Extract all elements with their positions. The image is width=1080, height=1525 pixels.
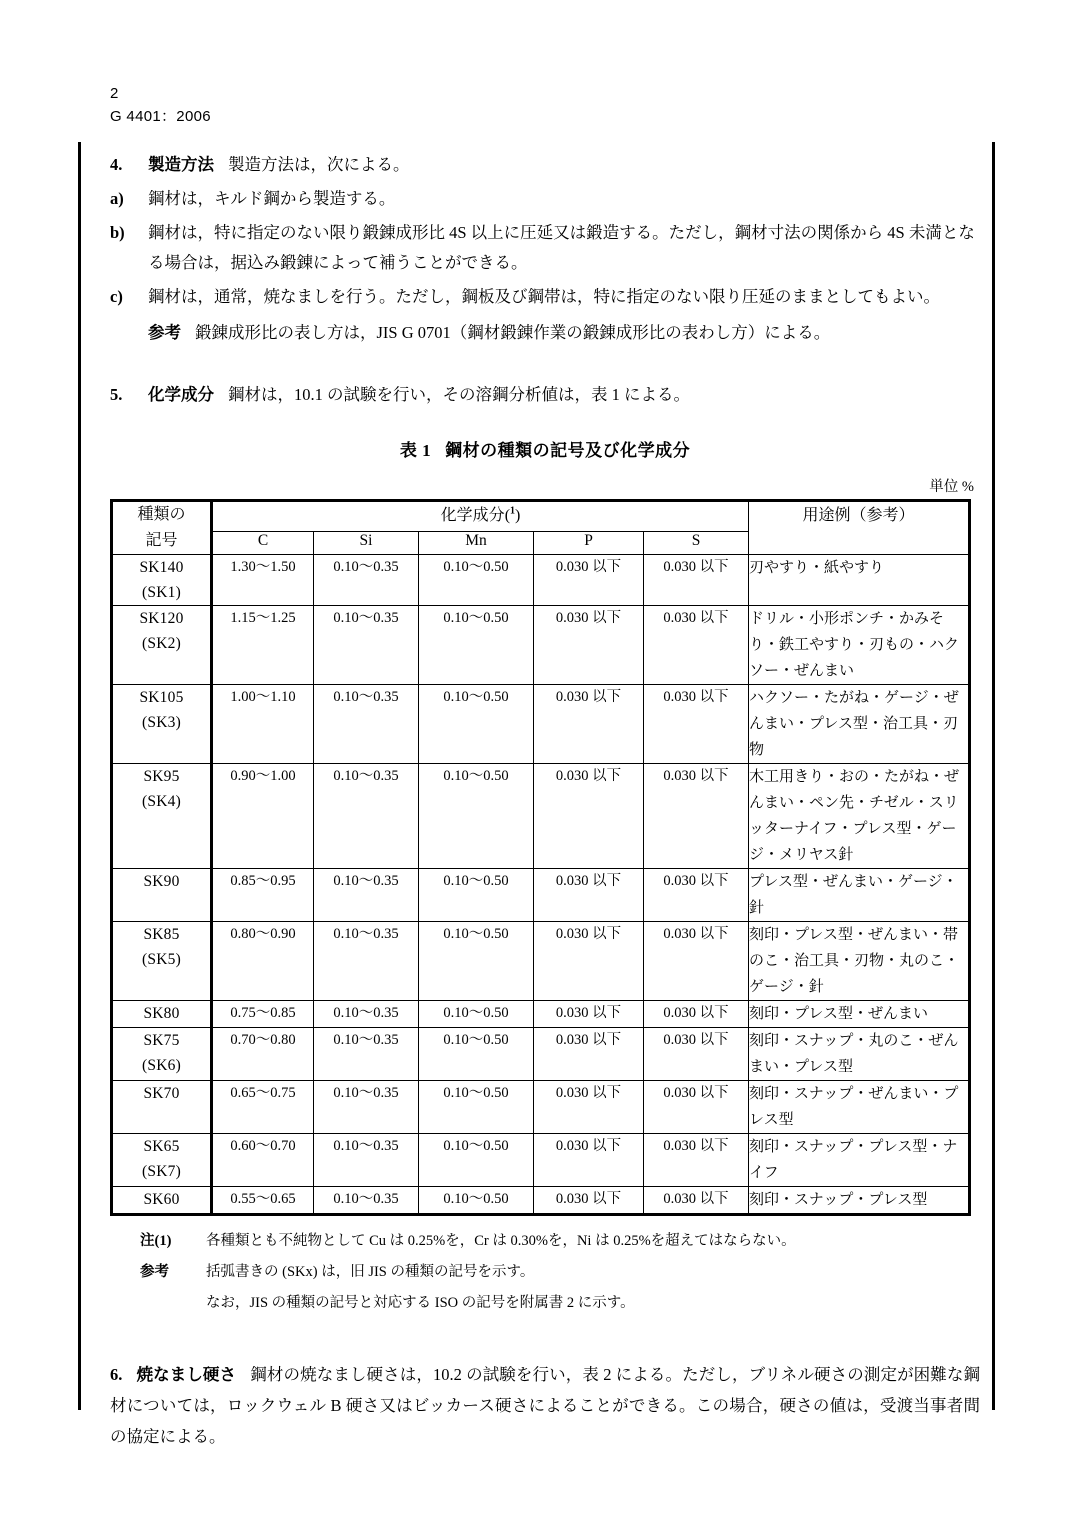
cell-si: 0.10～0.35 [314, 555, 419, 606]
cell-s: 0.030 以下 [644, 1081, 749, 1134]
cell-p: 0.030 以下 [534, 1001, 644, 1028]
footnote-reference [140, 1257, 980, 1288]
cell-si: 0.10～0.35 [314, 1134, 419, 1187]
clause-5-body [148, 380, 980, 410]
kind-new: SK70 [143, 1085, 180, 1102]
cell-s: 0.030 以下 [644, 1134, 749, 1187]
table-row [112, 1028, 970, 1081]
kind-new: SK95 [143, 768, 180, 785]
cell-c: 0.85～0.95 [212, 869, 314, 922]
cell-c: 0.60～0.70 [212, 1134, 314, 1187]
cell-kind [112, 606, 212, 685]
cell-mn: 0.10～0.50 [419, 869, 534, 922]
clause-4 [110, 150, 980, 180]
header-element-p: P [534, 531, 644, 554]
cell-s: 0.030 以下 [644, 555, 749, 606]
cell-kind [112, 869, 212, 922]
cell-mn: 0.10～0.50 [419, 606, 534, 685]
footnote-reference-label: 参考 [140, 1264, 169, 1280]
cell-si: 0.10～0.35 [314, 1001, 419, 1028]
header-kind-symbol [112, 501, 212, 555]
header-kind-line2: 記号 [145, 532, 178, 549]
footnote-1-label: 注(1) [140, 1233, 172, 1249]
table-header-row-top [112, 501, 970, 532]
clause-4-marker: 4. [110, 155, 123, 174]
cell-p: 0.030 以下 [534, 606, 644, 685]
table-row [112, 1081, 970, 1134]
cell-s: 0.030 以下 [644, 606, 749, 685]
kind-new: SK140 [139, 559, 184, 576]
cell-mn: 0.10～0.50 [419, 1081, 534, 1134]
kind-old: (SK1) [142, 584, 181, 601]
clause-4-text: 製造方法は，次による。 [228, 155, 410, 174]
cell-mn: 0.10～0.50 [419, 685, 534, 764]
clause-4c-text: 鋼材は，通常，焼なましを行う。ただし，鋼板及び鋼帯は，特に指定のない限り圧延のままとしてもよい。 [148, 287, 940, 306]
cell-s: 0.030 以下 [644, 922, 749, 1001]
cell-c: 0.75～0.85 [212, 1001, 314, 1028]
kind-new: SK120 [139, 610, 184, 627]
clause-4c-marker: c) [110, 287, 123, 306]
cell-si: 0.10～0.35 [314, 869, 419, 922]
right-margin-rule [992, 142, 995, 1410]
cell-use: 刃やすり・紙やすり [749, 555, 970, 606]
clause-6-marker: 6. [110, 1365, 123, 1384]
clause-4b-marker: b) [110, 223, 125, 242]
cell-c: 0.90～1.00 [212, 764, 314, 869]
cell-kind [112, 1001, 212, 1028]
cell-use: 刻印・スナップ・プレス型 [749, 1187, 970, 1215]
cell-mn: 0.10～0.50 [419, 922, 534, 1001]
cell-s: 0.030 以下 [644, 1187, 749, 1215]
cell-kind [112, 555, 212, 606]
kind-old: (SK5) [142, 951, 181, 968]
cell-use: プレス型・ぜんまい・ゲージ・針 [749, 869, 970, 922]
footnote-reference-cont-text: なお，JIS の種類の記号と対応する ISO の記号を附属書 2 に示す。 [206, 1295, 635, 1311]
cell-s: 0.030 以下 [644, 869, 749, 922]
table-caption [110, 436, 980, 461]
clause-4b-text: 鋼材は，特に指定のない限り鍛錬成形比 4S 以上に圧延又は鍛造する。ただし，鋼材寸法の関係から 4S 未満となる場合は，据込み鍛錬によって補うことができる。 [148, 223, 975, 272]
cell-use: 木工用きり・おの・たがね・ぜんまい・ペン先・チゼル・スリッターナイフ・プレス型・ゲージ・メリヤス針 [749, 764, 970, 869]
footnote-1-text: 各種類とも不純物として Cu は 0.25%を，Cr は 0.30%を，Ni は 0.25%を超えてはならない。 [206, 1233, 796, 1249]
cell-p: 0.030 以下 [534, 922, 644, 1001]
cell-s: 0.030 以下 [644, 685, 749, 764]
kind-new: SK75 [143, 1032, 180, 1049]
footnote-reference-cont [140, 1288, 980, 1319]
clause-4c [110, 282, 980, 312]
cell-use: 刻印・プレス型・ぜんまい [749, 1001, 970, 1028]
table-row [112, 922, 970, 1001]
clause-4-title: 製造方法 [148, 155, 214, 174]
cell-kind [112, 1028, 212, 1081]
cell-mn: 0.10～0.50 [419, 1001, 534, 1028]
cell-c: 0.80～0.90 [212, 922, 314, 1001]
clause-4-body [148, 150, 980, 180]
chemical-composition-table [110, 499, 971, 1216]
kind-new: SK60 [143, 1191, 180, 1208]
cell-c: 1.30～1.50 [212, 555, 314, 606]
cell-s: 0.030 以下 [644, 1001, 749, 1028]
cell-si: 0.10～0.35 [314, 922, 419, 1001]
cell-c: 1.15～1.25 [212, 606, 314, 685]
clause-6 [110, 1359, 980, 1452]
clause-6-title: 焼なまし硬さ [136, 1365, 237, 1384]
reference-note-4c [110, 318, 980, 348]
cell-p: 0.030 以下 [534, 1134, 644, 1187]
cell-si: 0.10～0.35 [314, 685, 419, 764]
table-body [112, 555, 970, 1215]
left-margin-rule [78, 142, 81, 1410]
page-number: 2 [110, 85, 119, 102]
cell-si: 0.10～0.35 [314, 1028, 419, 1081]
cell-p: 0.030 以下 [534, 764, 644, 869]
cell-mn: 0.10～0.50 [419, 1187, 534, 1215]
cell-kind [112, 1134, 212, 1187]
table-unit-label: 単位 % [929, 479, 974, 495]
cell-kind [112, 764, 212, 869]
clause-4a [110, 184, 980, 214]
table-row [112, 1134, 970, 1187]
table-footnotes [110, 1226, 980, 1319]
cell-p: 0.030 以下 [534, 1028, 644, 1081]
cell-kind [112, 685, 212, 764]
cell-use: ハクソー・たがね・ゲージ・ぜんまい・プレス型・治工具・刃物 [749, 685, 970, 764]
clause-4b [110, 218, 980, 278]
cell-si: 0.10～0.35 [314, 1187, 419, 1215]
cell-p: 0.030 以下 [534, 869, 644, 922]
cell-p: 0.030 以下 [534, 555, 644, 606]
table-row [112, 869, 970, 922]
kind-new: SK80 [143, 1005, 180, 1022]
kind-new: SK105 [139, 689, 184, 706]
standard-identifier: G 4401：2006 [110, 108, 211, 125]
cell-s: 0.030 以下 [644, 1028, 749, 1081]
header-kind-line1: 種類の [137, 506, 186, 523]
cell-kind [112, 1081, 212, 1134]
clause-5-text: 鋼材は，10.1 の試験を行い，その溶鋼分析値は，表 1 による。 [228, 385, 690, 404]
reference-note-text: 鍛錬成形比の表し方は，JIS G 0701（鋼材鍛錬作業の鍛錬成形比の表わし方）による。 [195, 323, 831, 342]
clause-6-text: 鋼材の焼なまし硬さは，10.2 の試験を行い，表 2 による。ただし，ブリネル硬さの測定が困難な鋼材については，ロックウェル B 硬さ又はビッカース硬さによることができる。この場合，硬さの値は，受渡当事者間の協定による。 [110, 1365, 981, 1446]
cell-kind [112, 922, 212, 1001]
clause-4a-text: 鋼材は，キルド鋼から製造する。 [148, 189, 396, 208]
header-chem-label: 化学成分 [440, 507, 505, 524]
table-row [112, 685, 970, 764]
kind-old: (SK2) [142, 635, 181, 652]
cell-c: 0.70～0.80 [212, 1028, 314, 1081]
table-row [112, 1001, 970, 1028]
cell-mn: 0.10～0.50 [419, 1134, 534, 1187]
kind-old: (SK7) [142, 1163, 181, 1180]
table-row [112, 555, 970, 606]
cell-c: 1.00～1.10 [212, 685, 314, 764]
reference-note-label: 参考 [148, 323, 181, 342]
cell-si: 0.10～0.35 [314, 1081, 419, 1134]
cell-mn: 0.10～0.50 [419, 764, 534, 869]
table-row [112, 606, 970, 685]
cell-si: 0.10～0.35 [314, 764, 419, 869]
cell-p: 0.030 以下 [534, 1187, 644, 1215]
cell-mn: 0.10～0.50 [419, 1028, 534, 1081]
clause-5-title: 化学成分 [148, 385, 214, 404]
footnote-1 [140, 1226, 980, 1257]
cell-si: 0.10～0.35 [314, 606, 419, 685]
table-caption-text: 鋼材の種類の記号及び化学成分 [445, 441, 691, 460]
cell-s: 0.030 以下 [644, 764, 749, 869]
header-chem-footnote-marker: 1 [510, 505, 516, 517]
page-content [110, 84, 980, 1452]
cell-use: ドリル・小形ポンチ・かみそり・鉄工やすり・刃もの・ハクソー・ぜんまい [749, 606, 970, 685]
kind-new: SK65 [143, 1138, 180, 1155]
cell-mn: 0.10～0.50 [419, 555, 534, 606]
cell-c: 0.55～0.65 [212, 1187, 314, 1215]
clause-4a-marker: a) [110, 189, 124, 208]
header-element-mn: Mn [419, 531, 534, 554]
kind-old: (SK3) [142, 714, 181, 731]
clause-5-marker: 5. [110, 385, 123, 404]
cell-kind [112, 1187, 212, 1215]
kind-new: SK90 [143, 873, 180, 890]
cell-c: 0.65～0.75 [212, 1081, 314, 1134]
header-element-si: Si [314, 531, 419, 554]
table-row [112, 1187, 970, 1215]
header-use-example: 用途例（参考） [749, 501, 970, 555]
cell-p: 0.030 以下 [534, 685, 644, 764]
cell-use: 刻印・スナップ・丸のこ・ぜんまい・プレス型 [749, 1028, 970, 1081]
cell-p: 0.030 以下 [534, 1081, 644, 1134]
header-element-c: C [212, 531, 314, 554]
cell-use: 刻印・スナップ・プレス型・ナイフ [749, 1134, 970, 1187]
footnote-reference-text: 括弧書きの (SKx) は，旧 JIS の種類の記号を示す。 [206, 1264, 535, 1280]
clause-5 [110, 380, 980, 410]
header-chemical-composition: 化学成分($^1$) [212, 501, 749, 532]
table-caption-number: 表 1 [399, 441, 432, 460]
cell-use: 刻印・スナップ・ぜんまい・プレス型 [749, 1081, 970, 1134]
kind-old: (SK4) [142, 793, 181, 810]
kind-old: (SK6) [142, 1057, 181, 1074]
kind-new: SK85 [143, 926, 180, 943]
cell-use: 刻印・プレス型・ぜんまい・帯のこ・治工具・刃物・丸のこ・ゲージ・針 [749, 922, 970, 1001]
table-row [112, 764, 970, 869]
header-element-s: S [644, 531, 749, 554]
